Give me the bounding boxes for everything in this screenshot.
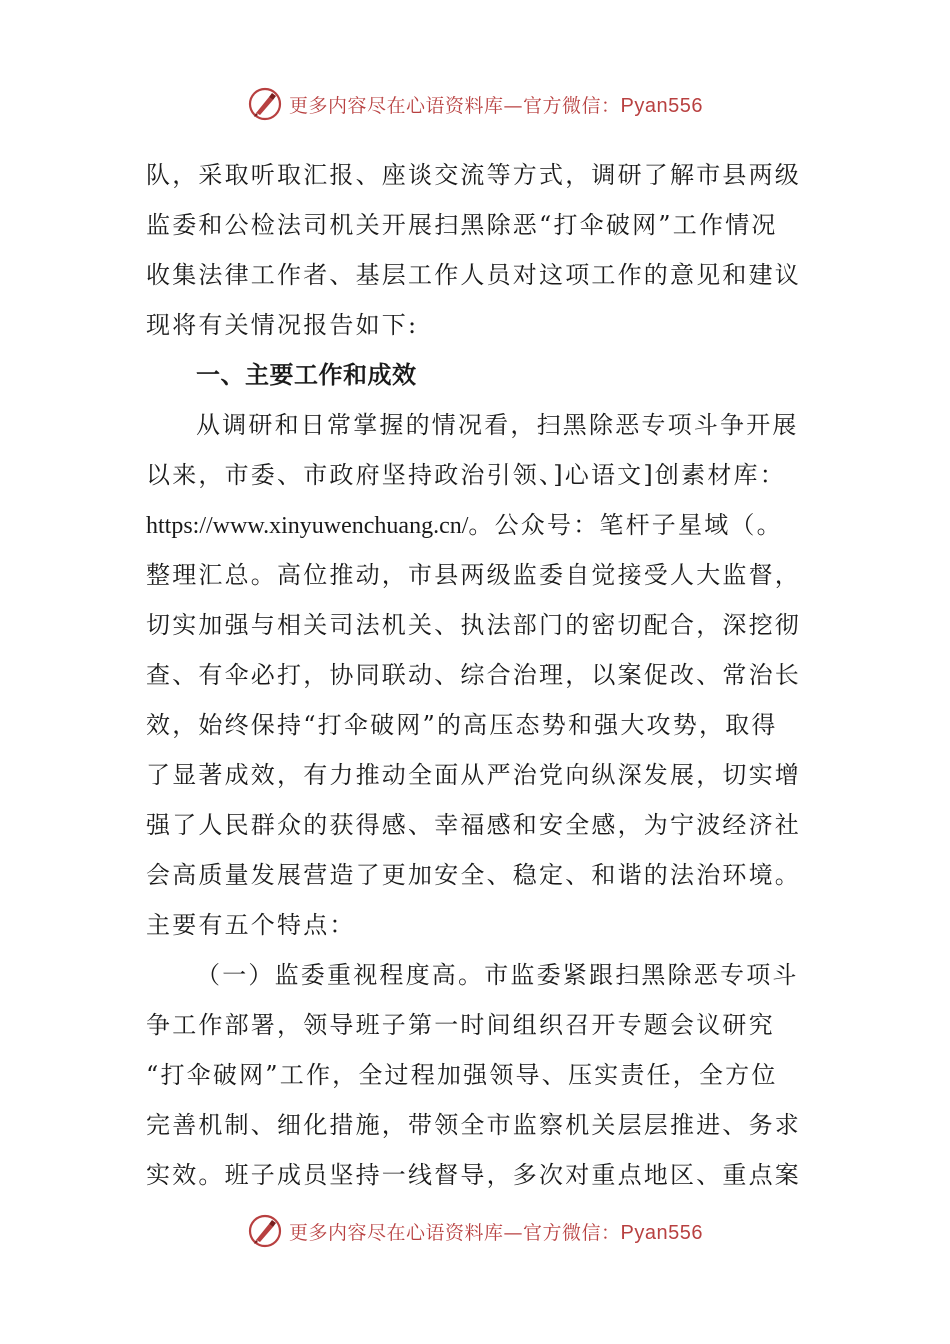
- paragraph-line: 收集法律工作者、基层工作人员对这项工作的意见和建议: [146, 261, 801, 289]
- pen-logo-icon: [247, 1213, 283, 1249]
- watermark-banner-bottom: [0, 1211, 950, 1251]
- paragraph-line: 了显著成效，有力推动全面从严治党向纵深发展，切实增: [146, 761, 801, 789]
- website-url[interactable]: https://www.xinyuwenchuang.cn/: [146, 513, 469, 539]
- paragraph-line: 强了人民群众的获得感、幸福感和安全感，为宁波经济社: [146, 811, 801, 839]
- paragraph-line: 查、有伞必打，协同联动、综合治理，以案促改、常治长: [146, 661, 801, 689]
- paragraph-line: 切实加强与相关司法机关、执法部门的密切配合，深挖彻: [146, 611, 801, 639]
- paragraph-line: 监委和公检法司机关开展扫黑除恶“打伞破网”工作情况: [146, 211, 778, 239]
- paragraph-line: [146, 500, 806, 550]
- paragraph-line: 主要有五个特点：: [146, 911, 356, 939]
- section-heading: 一、主要工作和成效: [196, 361, 417, 389]
- wechat-id: Pyan556: [620, 94, 703, 117]
- paragraph-line-tail: 。公众号：笔杆子星域（。: [468, 511, 783, 539]
- paragraph-line: 争工作部署，领导班子第一时间组织召开专题会议研究: [146, 1011, 775, 1039]
- watermark-banner-top: [0, 84, 950, 124]
- watermark-slogan: 更多内容尽在心语资料库—官方微信：: [289, 94, 621, 117]
- paragraph-line: 从调研和日常掌握的情况看，扫黑除恶专项斗争开展: [196, 411, 799, 439]
- paragraph-line: “打伞破网”工作，全过程加强领导、压实责任，全方位: [146, 1061, 778, 1089]
- paragraph-line: 会高质量发展营造了更加安全、稳定、和谐的法治环境。: [146, 861, 801, 889]
- watermark-text: [289, 91, 703, 118]
- watermark-slogan: 更多内容尽在心语资料库—官方微信：: [289, 1221, 621, 1244]
- watermark-text: [289, 1218, 703, 1245]
- subsection-line: （一）监委重视程度高。市监委紧跟扫黑除恶专项斗: [196, 961, 799, 989]
- document-body: [146, 150, 806, 1200]
- pen-logo-icon: [247, 86, 283, 122]
- paragraph-line: 完善机制、细化措施，带领全市监察机关层层推进、务求: [146, 1111, 801, 1139]
- paragraph-line: 以来，市委、市政府坚持政治引领、]心语文]创素材库：: [146, 461, 786, 489]
- paragraph-line: 队，采取听取汇报、座谈交流等方式，调研了解市县两级: [146, 161, 801, 189]
- wechat-id: Pyan556: [620, 1221, 703, 1244]
- paragraph-line: 现将有关情况报告如下:: [146, 311, 419, 339]
- paragraph-line: 整理汇总。高位推动，市县两级监委自觉接受人大监督，: [146, 561, 801, 589]
- paragraph-line: 实效。班子成员坚持一线督导，多次对重点地区、重点案: [146, 1161, 801, 1189]
- paragraph-line: 效，始终保持“打伞破网”的高压态势和强大攻势，取得: [146, 711, 778, 739]
